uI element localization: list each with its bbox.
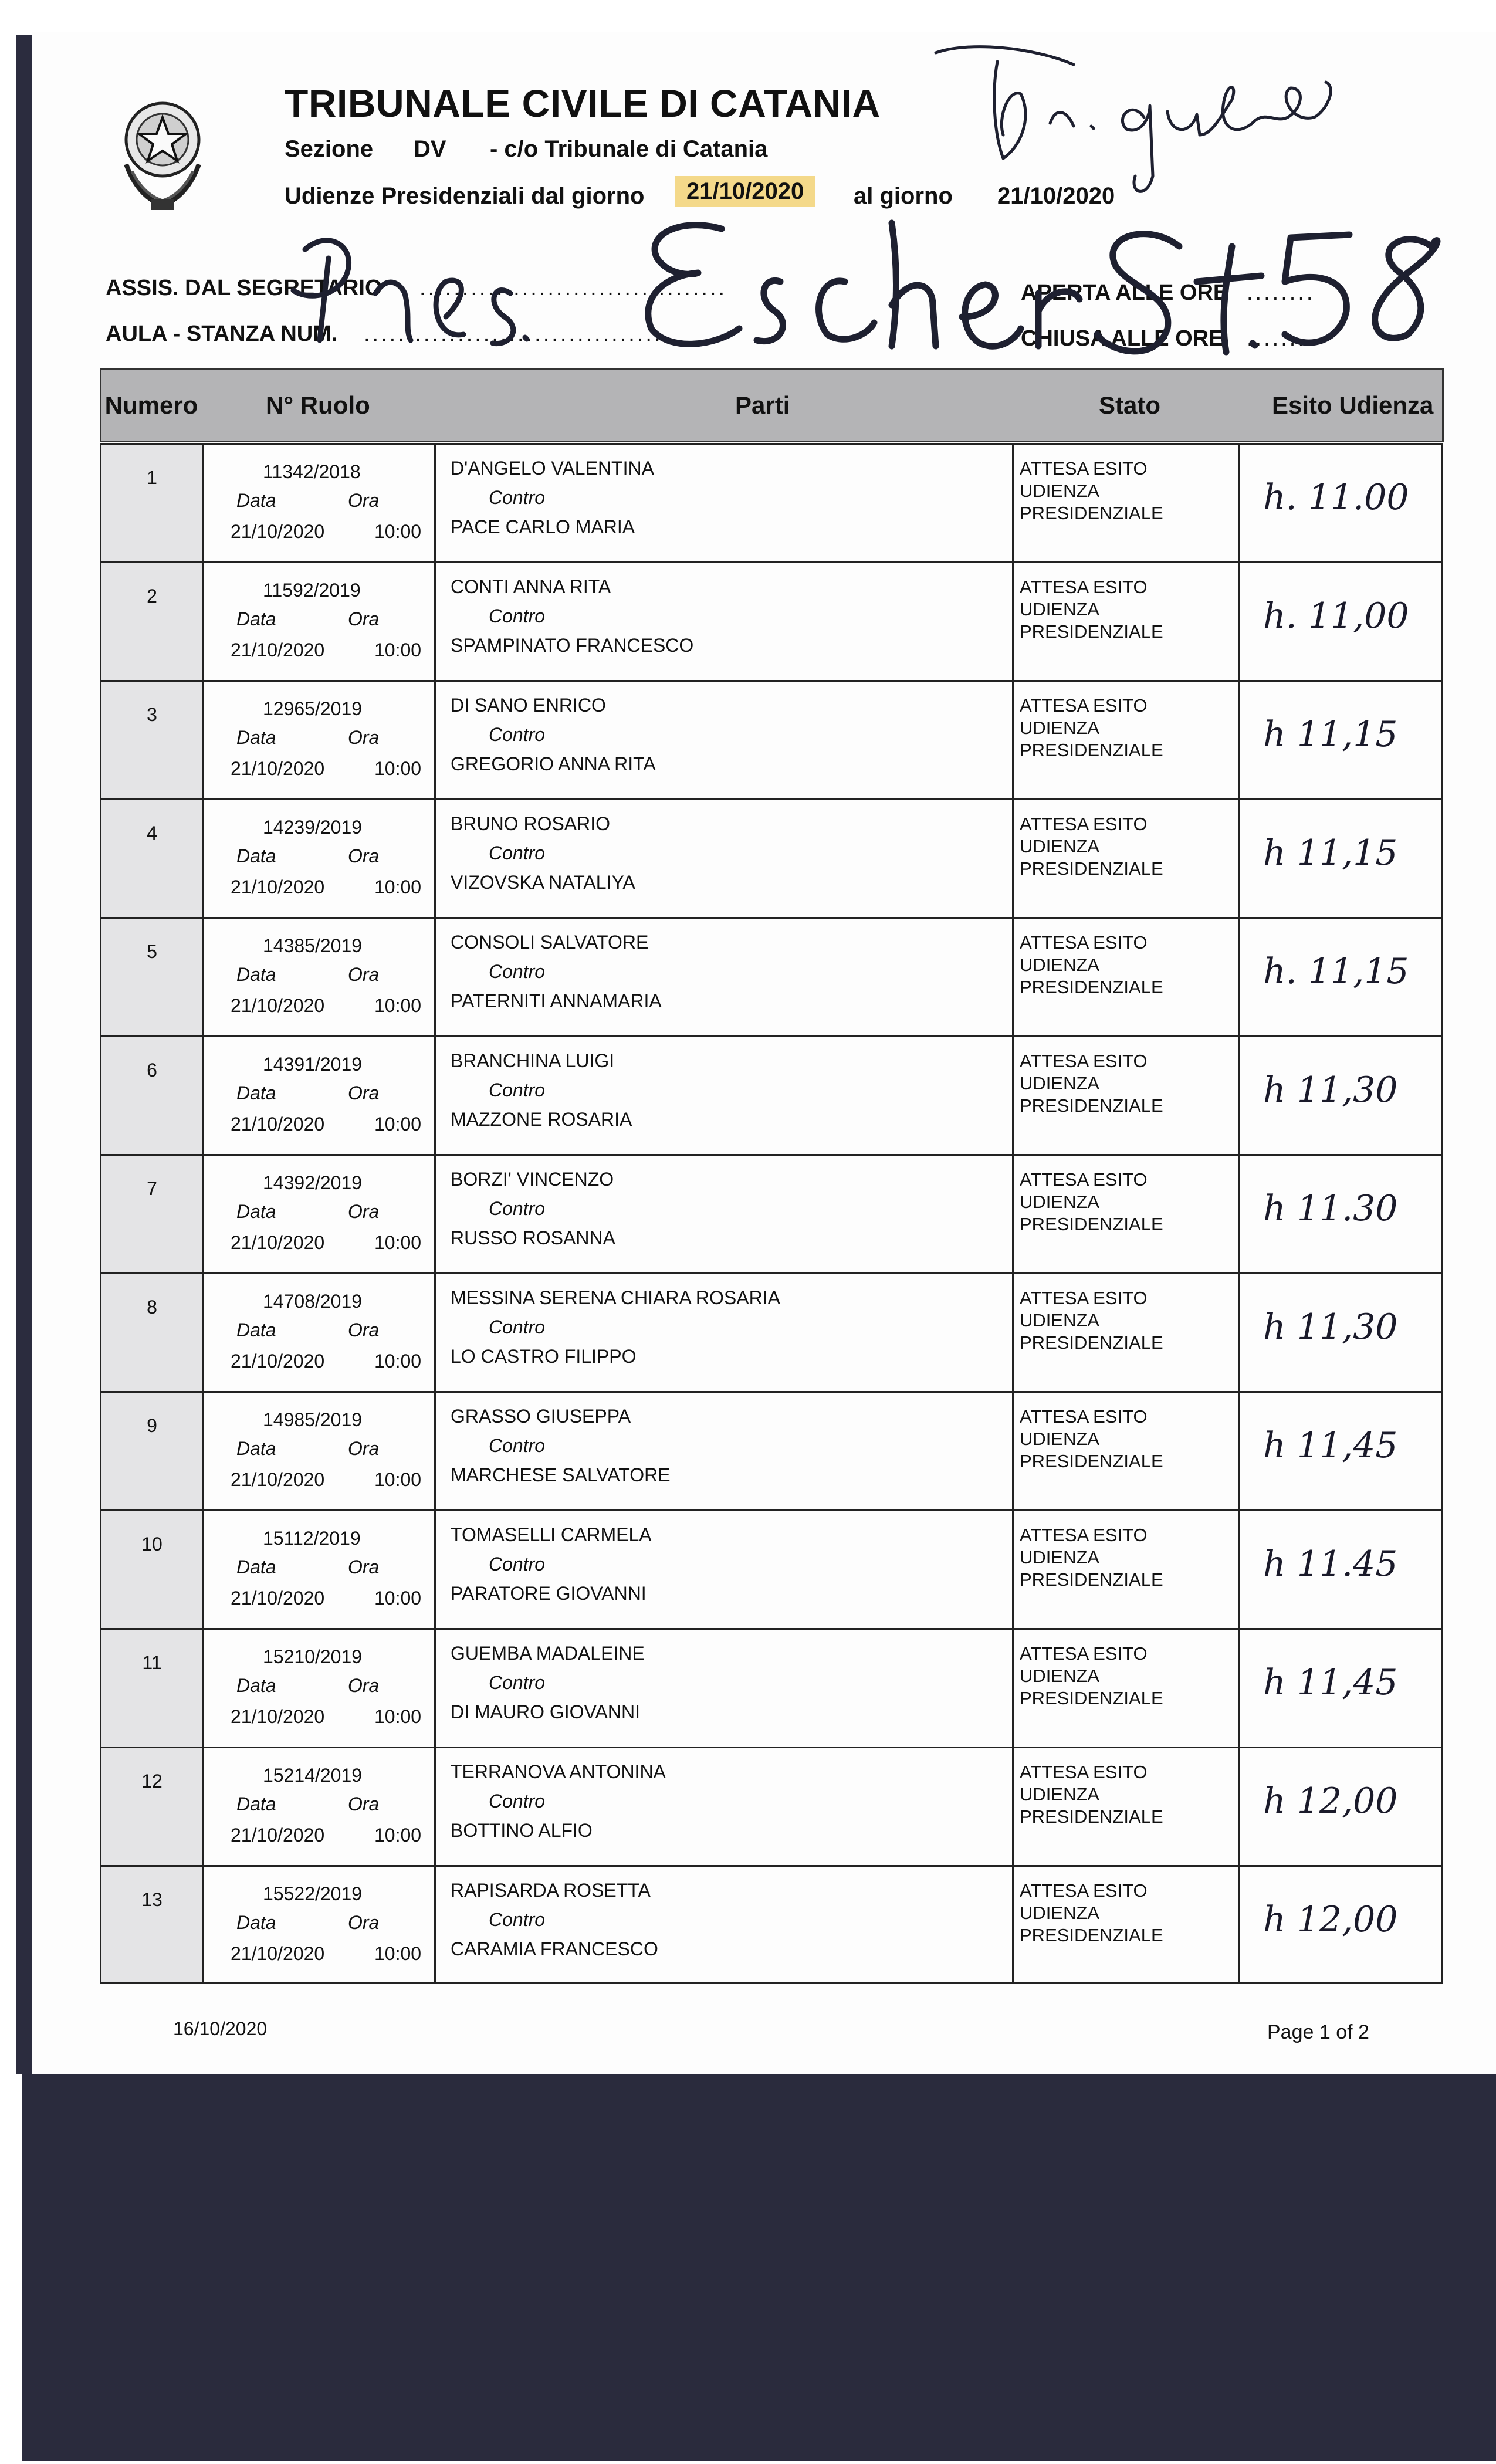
ora-label: Ora xyxy=(348,1082,380,1104)
data-label: Data xyxy=(236,964,276,985)
esito-cell xyxy=(1238,1747,1443,1865)
ora-label: Ora xyxy=(348,964,380,985)
parti-cell xyxy=(434,1628,1012,1747)
numero-cell xyxy=(100,1865,202,1984)
data-label: Data xyxy=(236,727,276,748)
esito-cell xyxy=(1238,1391,1443,1509)
table-row xyxy=(94,798,1443,917)
hearing-date: 21/10/2020 xyxy=(231,1588,325,1609)
aula-dots: .................................... xyxy=(364,321,672,346)
ruolo-number: 15112/2019 xyxy=(263,1528,361,1549)
stato-text: ATTESA ESITO UDIENZA PRESIDENZIALE xyxy=(1020,1643,1163,1708)
esito-cell xyxy=(1238,1035,1443,1154)
ruolo-number: 15522/2019 xyxy=(263,1883,363,1904)
numero-cell xyxy=(100,1628,202,1747)
data-label: Data xyxy=(236,1201,276,1222)
ruolo-number: 14391/2019 xyxy=(263,1054,363,1075)
stato-cell xyxy=(1012,1865,1238,1984)
party-defendant: DI MAURO GIOVANNI xyxy=(451,1701,640,1722)
parti-cell xyxy=(434,1035,1012,1154)
numero-cell xyxy=(100,561,202,680)
hearing-time: 10:00 xyxy=(374,758,422,779)
esito-cell xyxy=(1238,1509,1443,1628)
sezione-label: Sezione xyxy=(285,136,374,162)
party-plaintiff: GRASSO GIUSEPPA xyxy=(451,1406,631,1427)
table-row xyxy=(94,561,1443,680)
ruolo-cell xyxy=(202,1391,434,1509)
ruolo-cell xyxy=(202,680,434,798)
contro-label: Contro xyxy=(489,605,546,627)
ruolo-number: 14239/2019 xyxy=(263,817,363,838)
ruolo-cell xyxy=(202,1272,434,1391)
handwritten-esito: h 11,45 xyxy=(1263,1425,1398,1466)
hearing-time: 10:00 xyxy=(374,1469,422,1490)
contro-label: Contro xyxy=(489,1198,546,1219)
hearing-time: 10:00 xyxy=(374,876,422,898)
row-number: 11 xyxy=(142,1652,162,1673)
ruolo-cell xyxy=(202,1747,434,1865)
stato-cell xyxy=(1012,1747,1238,1865)
handwritten-esito: h 11,30 xyxy=(1263,1307,1398,1348)
contro-label: Contro xyxy=(489,1316,546,1338)
handwritten-esito: h 11.30 xyxy=(1263,1188,1398,1229)
party-plaintiff: TERRANOVA ANTONINA xyxy=(451,1761,666,1782)
party-plaintiff: BRANCHINA LUIGI xyxy=(451,1050,615,1071)
stato-text: ATTESA ESITO UDIENZA PRESIDENZIALE xyxy=(1020,1880,1163,1945)
column-header-esito: Esito Udienza xyxy=(1272,391,1434,419)
party-defendant: MAZZONE ROSARIA xyxy=(451,1109,632,1130)
numero-cell xyxy=(100,1747,202,1865)
row-number: 5 xyxy=(147,941,157,962)
ora-label: Ora xyxy=(348,1438,380,1459)
stato-text: ATTESA ESITO UDIENZA PRESIDENZIALE xyxy=(1020,695,1163,760)
party-plaintiff: MESSINA SERENA CHIARA ROSARIA xyxy=(451,1287,780,1308)
handwritten-esito: h 12,00 xyxy=(1263,1781,1398,1822)
assis-dots: .................................... xyxy=(419,276,727,300)
hearing-date: 21/10/2020 xyxy=(231,1825,325,1846)
stato-cell xyxy=(1012,1509,1238,1628)
print-date: 16/10/2020 xyxy=(173,2018,268,2039)
parti-cell xyxy=(434,1391,1012,1509)
hearing-date: 21/10/2020 xyxy=(231,1113,325,1135)
numero-cell xyxy=(100,1035,202,1154)
contro-label: Contro xyxy=(489,1672,546,1693)
table-row xyxy=(94,1865,1443,1984)
ora-label: Ora xyxy=(348,727,380,748)
ruolo-cell xyxy=(202,1035,434,1154)
hearing-date: 21/10/2020 xyxy=(231,995,325,1016)
stato-text: ATTESA ESITO UDIENZA PRESIDENZIALE xyxy=(1020,814,1163,879)
contro-label: Contro xyxy=(489,1791,546,1812)
numero-cell xyxy=(100,1154,202,1272)
esito-cell xyxy=(1238,680,1443,798)
scanner-background xyxy=(22,2074,1496,2461)
ruolo-cell xyxy=(202,1628,434,1747)
ruolo-cell xyxy=(202,443,434,561)
stato-text: ATTESA ESITO UDIENZA PRESIDENZIALE xyxy=(1020,1762,1163,1827)
handwritten-esito: h 12,00 xyxy=(1263,1899,1398,1940)
party-plaintiff: GUEMBA MADALEINE xyxy=(451,1643,645,1664)
stato-text: ATTESA ESITO UDIENZA PRESIDENZIALE xyxy=(1020,577,1163,642)
data-label: Data xyxy=(236,490,276,511)
row-number: 9 xyxy=(147,1415,157,1436)
hearing-time: 10:00 xyxy=(374,1232,422,1253)
parti-cell xyxy=(434,1154,1012,1272)
parti-cell xyxy=(434,680,1012,798)
row-number: 8 xyxy=(147,1297,157,1318)
sezione-value: DV xyxy=(414,136,446,162)
date-from: 21/10/2020 xyxy=(675,176,815,207)
hearing-date: 21/10/2020 xyxy=(231,876,325,898)
assis-label: ASSIS. DAL SEGRETARIO xyxy=(106,276,383,300)
party-plaintiff: D'ANGELO VALENTINA xyxy=(451,458,654,479)
hearing-date: 21/10/2020 xyxy=(231,521,325,542)
ora-label: Ora xyxy=(348,1319,380,1341)
ruolo-number: 15210/2019 xyxy=(263,1646,363,1667)
stato-cell xyxy=(1012,1272,1238,1391)
row-number: 4 xyxy=(147,823,157,844)
esito-cell xyxy=(1238,561,1443,680)
row-number: 6 xyxy=(147,1060,157,1081)
data-label: Data xyxy=(236,1675,276,1696)
handwritten-esito: h 11,45 xyxy=(1263,1662,1398,1703)
data-label: Data xyxy=(236,1319,276,1341)
table-row xyxy=(94,1154,1443,1272)
numero-cell xyxy=(100,1509,202,1628)
column-header-ruolo: N° Ruolo xyxy=(266,391,370,419)
udienze-label: Udienze Presidenziali dal giorno xyxy=(285,183,645,209)
party-defendant: PATERNITI ANNAMARIA xyxy=(451,990,662,1011)
ora-label: Ora xyxy=(348,1675,380,1696)
data-label: Data xyxy=(236,1556,276,1578)
ora-label: Ora xyxy=(348,1912,380,1933)
hearing-time: 10:00 xyxy=(374,1113,422,1135)
data-label: Data xyxy=(236,1793,276,1815)
hearing-date: 21/10/2020 xyxy=(231,1469,325,1490)
table-row xyxy=(94,917,1443,1035)
contro-label: Contro xyxy=(489,1553,546,1575)
hearing-date: 21/10/2020 xyxy=(231,758,325,779)
table-row xyxy=(94,443,1443,561)
party-plaintiff: CONSOLI SALVATORE xyxy=(451,932,649,953)
numero-cell xyxy=(100,1391,202,1509)
party-plaintiff: BRUNO ROSARIO xyxy=(451,813,611,834)
hearing-date: 21/10/2020 xyxy=(231,1351,325,1372)
esito-cell xyxy=(1238,1154,1443,1272)
ora-label: Ora xyxy=(348,608,380,629)
esito-cell xyxy=(1238,1865,1443,1984)
ruolo-cell xyxy=(202,561,434,680)
parti-cell xyxy=(434,1509,1012,1628)
stato-cell xyxy=(1012,917,1238,1035)
handwritten-esito: h. 11.00 xyxy=(1263,477,1409,518)
esito-cell xyxy=(1238,917,1443,1035)
stato-cell xyxy=(1012,1035,1238,1154)
ruolo-number: 15214/2019 xyxy=(263,1765,363,1786)
handwritten-esito: h 11,30 xyxy=(1263,1069,1398,1111)
al-giorno-label: al giorno xyxy=(854,183,953,209)
party-defendant: RUSSO ROSANNA xyxy=(451,1227,615,1248)
contro-label: Contro xyxy=(489,1909,546,1930)
party-defendant: MARCHESE SALVATORE xyxy=(451,1464,671,1485)
row-number: 10 xyxy=(141,1534,163,1555)
esito-cell xyxy=(1238,443,1443,561)
party-defendant: SPAMPINATO FRANCESCO xyxy=(451,635,694,656)
data-label: Data xyxy=(236,608,276,629)
party-defendant: BOTTINO ALFIO xyxy=(451,1820,593,1841)
party-plaintiff: CONTI ANNA RITA xyxy=(451,576,611,597)
party-defendant: LO CASTRO FILIPPO xyxy=(451,1346,637,1367)
numero-cell xyxy=(100,1272,202,1391)
numero-cell xyxy=(100,443,202,561)
hearing-date: 21/10/2020 xyxy=(231,1943,325,1964)
contro-label: Contro xyxy=(489,842,546,864)
chiusa-label: CHIUSA ALLE ORE xyxy=(1021,326,1224,351)
party-plaintiff: RAPISARDA ROSETTA xyxy=(451,1880,651,1901)
hearing-time: 10:00 xyxy=(374,1706,422,1727)
contro-label: Contro xyxy=(489,724,546,745)
ruolo-cell xyxy=(202,1865,434,1984)
row-number: 3 xyxy=(147,704,157,725)
table-row xyxy=(94,680,1443,798)
contro-label: Contro xyxy=(489,961,546,982)
party-defendant: GREGORIO ANNA RITA xyxy=(451,753,656,774)
esito-cell xyxy=(1238,1628,1443,1747)
row-number: 12 xyxy=(141,1771,163,1792)
stato-text: ATTESA ESITO UDIENZA PRESIDENZIALE xyxy=(1020,458,1163,523)
hearing-time: 10:00 xyxy=(374,1351,422,1372)
ruolo-number: 14385/2019 xyxy=(263,935,363,956)
ora-label: Ora xyxy=(348,1556,380,1578)
parti-cell xyxy=(434,1747,1012,1865)
ruolo-cell xyxy=(202,1509,434,1628)
party-defendant: PACE CARLO MARIA xyxy=(451,516,635,537)
stato-text: ATTESA ESITO UDIENZA PRESIDENZIALE xyxy=(1020,1051,1163,1116)
ruolo-cell xyxy=(202,917,434,1035)
court-name: TRIBUNALE CIVILE DI CATANIA xyxy=(285,82,881,125)
ruolo-number: 11592/2019 xyxy=(263,580,361,601)
hearing-time: 10:00 xyxy=(374,1588,422,1609)
stato-cell xyxy=(1012,680,1238,798)
stato-text: ATTESA ESITO UDIENZA PRESIDENZIALE xyxy=(1020,1288,1163,1353)
parti-cell xyxy=(434,1865,1012,1984)
aperta-dots: ........ xyxy=(1247,280,1315,305)
parti-cell xyxy=(434,561,1012,680)
table-row xyxy=(94,1747,1443,1865)
ruolo-number: 12965/2019 xyxy=(263,698,363,719)
ora-label: Ora xyxy=(348,1201,380,1222)
hearing-time: 10:00 xyxy=(374,1943,422,1964)
aperta-label: APERTA ALLE ORE xyxy=(1021,280,1228,305)
party-defendant: CARAMIA FRANCESCO xyxy=(451,1938,658,1959)
stato-cell xyxy=(1012,561,1238,680)
page-number: Page 1 of 2 xyxy=(1267,2021,1369,2043)
numero-cell xyxy=(100,680,202,798)
stato-text: ATTESA ESITO UDIENZA PRESIDENZIALE xyxy=(1020,1406,1163,1471)
stato-cell xyxy=(1012,798,1238,917)
handwritten-esito: h 11.45 xyxy=(1263,1544,1398,1585)
stato-cell xyxy=(1012,1628,1238,1747)
ora-label: Ora xyxy=(348,845,380,867)
row-number: 1 xyxy=(147,467,157,488)
table-row xyxy=(94,1628,1443,1747)
ruolo-cell xyxy=(202,1154,434,1272)
hearing-date: 21/10/2020 xyxy=(231,639,325,661)
table-row xyxy=(94,1509,1443,1628)
table-row xyxy=(94,1391,1443,1509)
hearing-date: 21/10/2020 xyxy=(231,1706,325,1727)
parti-cell xyxy=(434,443,1012,561)
ruolo-number: 14985/2019 xyxy=(263,1409,363,1430)
ruolo-number: 11342/2018 xyxy=(263,461,361,482)
parti-cell xyxy=(434,1272,1012,1391)
row-number: 2 xyxy=(147,585,157,607)
row-number: 7 xyxy=(147,1178,157,1199)
handwritten-esito: h 11,15 xyxy=(1263,832,1398,874)
party-plaintiff: DI SANO ENRICO xyxy=(451,695,606,716)
contro-label: Contro xyxy=(489,487,546,508)
column-header-numero: Numero xyxy=(104,391,198,419)
chiusa-dots: ........ xyxy=(1247,326,1315,351)
table-row xyxy=(94,1272,1443,1391)
party-plaintiff: TOMASELLI CARMELA xyxy=(451,1524,652,1545)
hearing-time: 10:00 xyxy=(374,521,422,542)
handwritten-esito: h. 11,15 xyxy=(1263,951,1409,992)
table-header xyxy=(100,368,1444,442)
ora-label: Ora xyxy=(348,1793,380,1815)
handwritten-esito: h. 11,00 xyxy=(1263,595,1409,637)
ora-label: Ora xyxy=(348,490,380,511)
hearing-time: 10:00 xyxy=(374,995,422,1016)
numero-cell xyxy=(100,917,202,1035)
ruolo-cell xyxy=(202,798,434,917)
stato-cell xyxy=(1012,443,1238,561)
stato-cell xyxy=(1012,1154,1238,1272)
aula-label: AULA - STANZA NUM. xyxy=(106,321,338,346)
party-defendant: PARATORE GIOVANNI xyxy=(451,1583,647,1604)
row-number: 13 xyxy=(141,1889,163,1910)
party-defendant: VIZOVSKA NATALIYA xyxy=(451,872,635,893)
column-header-parti: Parti xyxy=(735,391,790,419)
ruolo-number: 14708/2019 xyxy=(263,1291,363,1312)
esito-cell xyxy=(1238,1272,1443,1391)
esito-cell xyxy=(1238,798,1443,917)
data-label: Data xyxy=(236,1438,276,1459)
hearing-date: 21/10/2020 xyxy=(231,1232,325,1253)
parti-cell xyxy=(434,798,1012,917)
parti-cell xyxy=(434,917,1012,1035)
italian-republic-emblem-icon xyxy=(114,94,211,214)
hearing-time: 10:00 xyxy=(374,639,422,661)
stato-cell xyxy=(1012,1391,1238,1509)
table-row xyxy=(94,1035,1443,1154)
date-to: 21/10/2020 xyxy=(997,183,1115,209)
hearing-time: 10:00 xyxy=(374,1825,422,1846)
stato-text: ATTESA ESITO UDIENZA PRESIDENZIALE xyxy=(1020,1525,1163,1590)
contro-label: Contro xyxy=(489,1079,546,1101)
location-text: - c/o Tribunale di Catania xyxy=(490,136,768,162)
data-label: Data xyxy=(236,1082,276,1104)
data-label: Data xyxy=(236,1912,276,1933)
stato-text: ATTESA ESITO UDIENZA PRESIDENZIALE xyxy=(1020,1169,1163,1234)
contro-label: Contro xyxy=(489,1435,546,1456)
table-body xyxy=(94,443,1443,1984)
ruolo-number: 14392/2019 xyxy=(263,1172,363,1193)
party-plaintiff: BORZI' VINCENZO xyxy=(451,1169,614,1190)
stato-text: ATTESA ESITO UDIENZA PRESIDENZIALE xyxy=(1020,932,1163,997)
handwritten-esito: h 11,15 xyxy=(1263,714,1398,755)
column-header-stato: Stato xyxy=(1099,391,1160,419)
data-label: Data xyxy=(236,845,276,867)
numero-cell xyxy=(100,798,202,917)
date-from-highlight xyxy=(675,178,815,205)
